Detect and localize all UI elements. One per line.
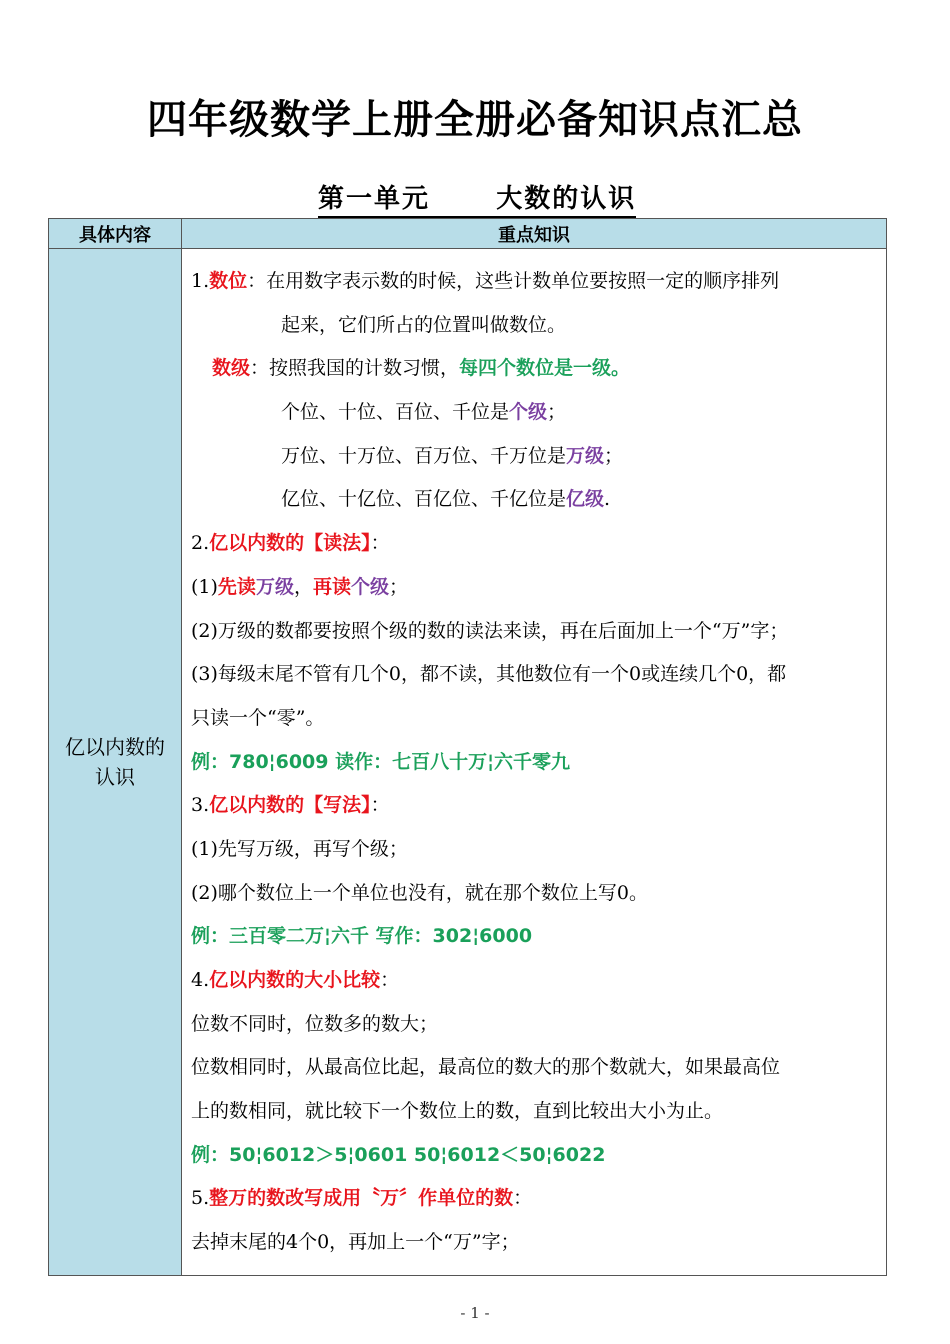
line-2 [191,304,878,348]
item-number: 5. [191,1187,210,1210]
line-6 [191,478,878,522]
line-1 [191,260,878,304]
example-reading: 例：780¦6009 读作：七百八十万¦六千零九 [191,750,571,773]
section-heading-reading: 亿以内数的【读法】 [209,532,371,555]
level-ten-thousands: 万级 [566,444,605,467]
item-number: 3. [191,794,210,817]
line-9 [191,610,878,654]
item-number: 4. [191,969,210,991]
level-units: 个级 [509,401,548,424]
line-15 [191,872,878,916]
item-number: 2. [191,532,210,555]
rule-text: 先读 [217,575,256,598]
line-20 [191,1090,878,1134]
unit-heading: 第一单元 大数的认识 [318,178,636,218]
line-5 [191,435,878,479]
definition-text: ：按照我国的计数习惯， [250,357,460,380]
line-18 [191,1003,878,1047]
emphasis-text: 每四个数位是一级。 [459,357,631,380]
table-row [49,249,887,1276]
table-header-row [49,219,887,249]
line-21 [191,1134,878,1178]
list-text: 亿位、十亿位、百亿位、千亿位是 [281,488,567,511]
line-19 [191,1046,878,1090]
punctuation: . [604,488,611,511]
line-13 [191,784,878,828]
item-number: 1. [191,270,210,292]
punctuation: ； [547,401,567,424]
rule-number: (1) [191,575,218,598]
definition-text: ：在用数字表示数的时候，这些计数单位要按照一定的顺序排列 [247,270,780,292]
level-units: 个级 [350,575,389,598]
line-8 [191,566,878,610]
header-knowledge: 重点知识 [182,219,887,249]
line-10 [191,653,878,697]
term-digit-level: 数级 [212,357,251,380]
rule-text: (2)哪个数位上一个单位也没有，就在那个数位上写0。 [191,881,649,904]
rule-text: 再读 [312,575,351,598]
punctuation: ； [604,444,624,467]
line-23 [191,1221,878,1265]
line-22 [191,1177,878,1221]
level-hundred-millions: 亿级 [566,488,605,511]
definition-text: 起来，它们所占的位置叫做数位。 [281,313,567,336]
rule-text: 位数相同时，从最高位比起，最高位的数大的那个数就大，如果最高位 [191,1056,781,1079]
line-3 [191,347,878,391]
rule-text: (2)万级的数都要按照个级的数的读法来读，再在后面加上一个“万”字； [191,619,789,642]
example-writing: 例：三百零二万¦六千 写作：302¦6000 [191,925,533,948]
rule-text: 只读一个“零”。 [191,706,325,729]
line-7 [191,522,878,566]
punctuation: ： [513,1187,533,1210]
level-ten-thousands: 万级 [255,575,294,598]
rule-text: (1)先写万级，再写个级； [191,837,408,860]
page-number: - 1 - [460,1304,490,1322]
section-heading-comparison: 亿以内数的大小比较 [209,969,381,991]
category-label-line1: 亿以内数的 [65,734,165,759]
line-16 [191,915,878,959]
rule-text: (3)每级末尾不管有几个0，都不读，其他数位有一个0或连续几个0，都 [191,663,787,686]
line-17 [191,959,878,1003]
line-12 [191,741,878,785]
term-digit-place: 数位 [209,270,248,292]
section-heading-writing: 亿以内数的【写法】 [209,794,371,817]
knowledge-cell [182,249,887,1276]
example-comparison: 例：50¦6012＞5¦0601 50¦6012＜50¦6022 [191,1143,606,1166]
category-label-line2: 认识 [95,764,135,789]
rule-text: 上的数相同，就比较下一个数位上的数，直到比较出大小为止。 [191,1100,724,1123]
header-category: 具体内容 [49,219,182,249]
list-text: 万位、十万位、百万位、千万位是 [281,444,567,467]
punctuation: ； [389,575,409,598]
line-11 [191,697,878,741]
document-title: 四年级数学上册全册必备知识点汇总 [147,97,803,143]
rule-text: 去掉末尾的4个0，再加上一个“万”字； [191,1231,520,1254]
category-cell [49,249,182,1276]
line-4 [191,391,878,435]
rule-text: 位数不同时，位数多的数大； [191,1012,439,1035]
punctuation: ： [370,532,390,555]
knowledge-table [48,218,887,1276]
punctuation: ， [293,575,313,598]
line-14 [191,828,878,872]
punctuation: ： [380,969,400,991]
list-text: 个位、十位、百位、千位是 [281,401,510,424]
section-heading-rewrite: 整万的数改写成用〝万〞作单位的数 [209,1187,514,1210]
punctuation: ： [370,794,390,817]
